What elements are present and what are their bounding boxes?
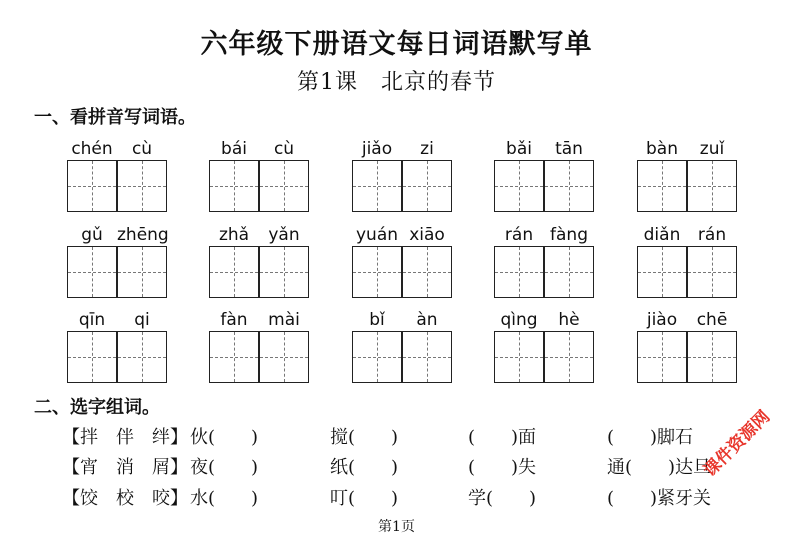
writing-box[interactable] bbox=[67, 331, 117, 383]
fill-blank-word[interactable]: ( )面 bbox=[468, 427, 537, 448]
pinyin-syllable: qi bbox=[134, 310, 150, 330]
pinyin-syllable: qìng bbox=[500, 310, 538, 330]
pinyin-syllable: àn bbox=[416, 310, 438, 330]
fill-blank-word[interactable]: 搅( ) bbox=[330, 427, 399, 448]
writing-box[interactable] bbox=[259, 160, 309, 212]
writing-box[interactable] bbox=[544, 331, 594, 383]
fill-blank-word[interactable]: ( )脚石 bbox=[607, 427, 694, 448]
char-group: 【宵 消 屑】 bbox=[62, 457, 188, 478]
writing-box[interactable] bbox=[402, 331, 452, 383]
writing-box[interactable] bbox=[352, 246, 402, 298]
pinyin-syllable: jiǎo bbox=[361, 139, 393, 159]
writing-box[interactable] bbox=[117, 160, 167, 212]
pinyin-syllable: mài bbox=[268, 310, 300, 330]
writing-box[interactable] bbox=[209, 246, 259, 298]
writing-box[interactable] bbox=[402, 246, 452, 298]
lesson-subtitle: 第1课 北京的春节 bbox=[297, 70, 496, 95]
writing-box[interactable] bbox=[209, 331, 259, 383]
pinyin-syllable: chén bbox=[71, 139, 113, 159]
pinyin-syllable: hè bbox=[558, 310, 580, 330]
pinyin-syllable: fàn bbox=[220, 310, 248, 330]
pinyin-syllable: zhēng bbox=[117, 225, 169, 245]
pinyin-syllable: rán bbox=[504, 225, 534, 245]
pinyin-syllable: zi bbox=[420, 139, 434, 159]
pinyin-syllable: yuán bbox=[355, 225, 399, 245]
pinyin-syllable: bǐ bbox=[369, 310, 385, 330]
pinyin-syllable: chē bbox=[696, 310, 728, 330]
fill-blank-word[interactable]: ( )紧牙关 bbox=[607, 488, 712, 509]
section-2-heading: 二、选字组词。 bbox=[34, 397, 160, 418]
writing-box[interactable] bbox=[67, 160, 117, 212]
pinyin-syllable: xiāo bbox=[409, 225, 445, 245]
writing-box[interactable] bbox=[687, 160, 737, 212]
writing-box[interactable] bbox=[402, 160, 452, 212]
writing-box[interactable] bbox=[352, 331, 402, 383]
fill-blank-word[interactable]: ( )失 bbox=[468, 457, 537, 478]
writing-box[interactable] bbox=[352, 160, 402, 212]
pinyin-syllable: bái bbox=[221, 139, 247, 159]
pinyin-syllable: zhǎ bbox=[218, 225, 250, 245]
pinyin-syllable: bǎi bbox=[506, 139, 532, 159]
watermark-text: 课件资源网 bbox=[699, 406, 775, 482]
writing-box[interactable] bbox=[494, 331, 544, 383]
fill-blank-word[interactable]: 叮( ) bbox=[330, 488, 399, 509]
writing-box[interactable] bbox=[687, 246, 737, 298]
char-group: 【拌 伴 绊】 bbox=[62, 427, 188, 448]
writing-box[interactable] bbox=[544, 246, 594, 298]
pinyin-syllable: gǔ bbox=[81, 225, 103, 245]
fill-blank-word[interactable]: 通( )达旦 bbox=[607, 457, 712, 478]
section-1-heading: 一、看拼音写词语。 bbox=[34, 107, 196, 128]
pinyin-syllable: cù bbox=[131, 139, 153, 159]
fill-blank-word[interactable]: 纸( ) bbox=[330, 457, 399, 478]
pinyin-syllable: zuǐ bbox=[699, 139, 725, 159]
pinyin-syllable: cù bbox=[273, 139, 295, 159]
pinyin-syllable: yǎn bbox=[268, 225, 300, 245]
pinyin-syllable: fàng bbox=[550, 225, 588, 245]
pinyin-syllable: diǎn bbox=[643, 225, 681, 245]
pinyin-syllable: qīn bbox=[78, 310, 106, 330]
fill-blank-word[interactable]: 夜( ) bbox=[190, 457, 259, 478]
writing-box[interactable] bbox=[259, 331, 309, 383]
pinyin-syllable: jiào bbox=[646, 310, 678, 330]
pinyin-syllable: bàn bbox=[646, 139, 678, 159]
writing-box[interactable] bbox=[494, 160, 544, 212]
writing-box[interactable] bbox=[494, 246, 544, 298]
page-number: 第1页 bbox=[378, 519, 415, 535]
writing-box[interactable] bbox=[67, 246, 117, 298]
page-title: 六年级下册语文每日词语默写单 bbox=[200, 29, 593, 60]
writing-box[interactable] bbox=[637, 331, 687, 383]
writing-box[interactable] bbox=[544, 160, 594, 212]
pinyin-syllable: rán bbox=[697, 225, 727, 245]
writing-box[interactable] bbox=[117, 331, 167, 383]
fill-blank-word[interactable]: 水( ) bbox=[190, 488, 259, 509]
writing-box[interactable] bbox=[637, 246, 687, 298]
fill-blank-word[interactable]: 学( ) bbox=[468, 488, 537, 509]
pinyin-syllable: tān bbox=[555, 139, 583, 159]
writing-box[interactable] bbox=[687, 331, 737, 383]
fill-blank-word[interactable]: 伙( ) bbox=[190, 427, 259, 448]
char-group: 【饺 校 咬】 bbox=[62, 488, 188, 509]
writing-box[interactable] bbox=[259, 246, 309, 298]
writing-box[interactable] bbox=[117, 246, 167, 298]
writing-box[interactable] bbox=[209, 160, 259, 212]
writing-box[interactable] bbox=[637, 160, 687, 212]
